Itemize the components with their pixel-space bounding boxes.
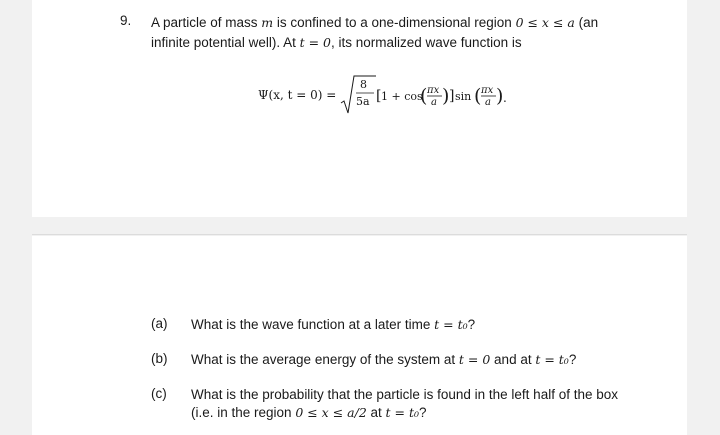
text: ? [467, 317, 476, 332]
text: infinite potential well). At [151, 35, 300, 50]
text: (i.e. in the region [191, 405, 296, 420]
math-m: m [261, 15, 274, 30]
math: t = t₀ [385, 405, 420, 420]
text: ? [568, 352, 577, 367]
equation-rhs [340, 72, 526, 118]
equation-period: . [503, 91, 507, 105]
subquestion-label: (b) [151, 351, 168, 366]
sin-label: sin [455, 90, 472, 103]
paren-open-1: ( [420, 85, 428, 107]
bracket-open: [ [376, 88, 382, 104]
cos-arg-denominator: a [431, 97, 437, 108]
text: is confined to a one-dimensional region [273, 15, 516, 30]
cos-arg-numerator: πx [427, 85, 440, 96]
problem-statement-line2 [151, 33, 631, 53]
text: at [366, 405, 386, 420]
subquestion-text [191, 351, 621, 369]
math-region: 0 ≤ x ≤ a [515, 15, 575, 30]
text: What is the probability that the particle is found in the left half of the box [191, 387, 618, 402]
paren-open-2: ( [474, 85, 482, 107]
text: and at [490, 352, 536, 367]
subquestion-text [191, 386, 621, 422]
text: What is the average energy of the system at [191, 352, 459, 367]
subquestion-text [191, 316, 621, 334]
problem-number: 9. [120, 13, 132, 28]
wave-function-equation [258, 72, 528, 118]
math: t = t₀ [434, 317, 468, 332]
sqrt-denominator: 5a [356, 95, 370, 108]
subquestion-label: (a) [151, 316, 168, 331]
subquestion-label: (c) [151, 386, 167, 401]
bracket-close: ] [449, 88, 455, 104]
text: (an [574, 15, 599, 30]
math: t = t₀ [535, 352, 569, 367]
one-plus-cos: 1 + cos [381, 90, 423, 103]
math: 0 ≤ x ≤ a/2 [295, 405, 367, 420]
sin-arg-numerator: πx [481, 85, 494, 96]
text: What is the wave function at a later time [191, 317, 435, 332]
text: , its normalized wave function is [331, 35, 522, 50]
equation-lhs: Ψ(x, t = 0) = [258, 88, 337, 102]
math-t0: t = 0 [299, 35, 331, 50]
sqrt-numerator: 8 [360, 78, 367, 91]
paren-close-1: ) [442, 85, 450, 107]
sin-arg-denominator: a [485, 97, 491, 108]
problem-statement-line1 [151, 13, 631, 33]
text: A particle of mass [151, 15, 262, 30]
paren-close-2: ) [496, 85, 504, 107]
text: ? [419, 405, 427, 420]
math: t = 0 [458, 352, 491, 367]
page-divider [32, 234, 687, 235]
